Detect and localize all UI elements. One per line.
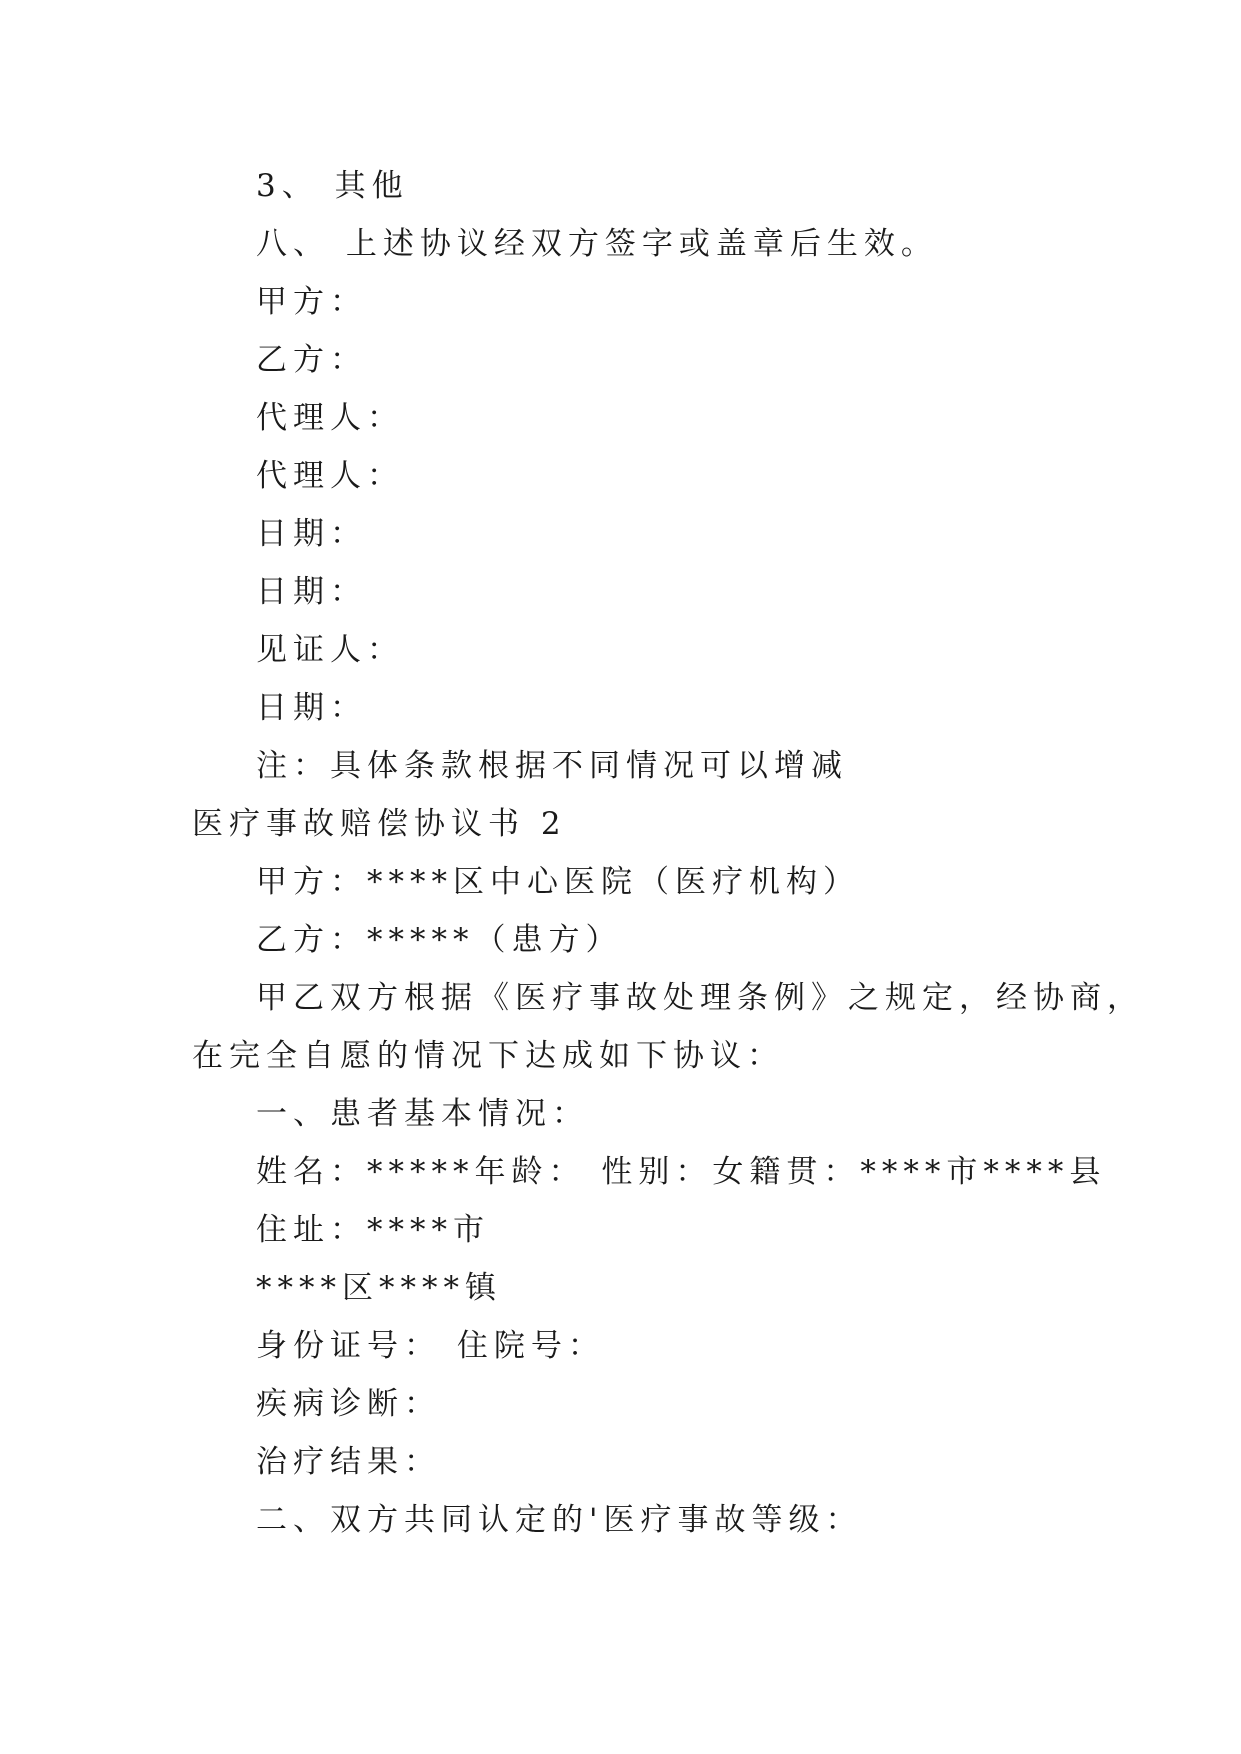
id-and-admission: 身份证号： 住院号： <box>256 1328 605 1364</box>
party-a-info: 甲方：****区中心医院（医疗机构） <box>256 864 860 900</box>
clause-1-heading: 一、患者基本情况： <box>256 1096 589 1132</box>
patient-name-age-gender: 姓名：*****年龄： 性别：女籍贯：****市****县 <box>256 1154 1107 1190</box>
date-a: 日期： <box>256 516 367 552</box>
item-3-other: 3、 其他 <box>256 168 409 204</box>
preamble-line-2: 在完全自愿的情况下达成如下协议： <box>192 1038 784 1074</box>
agent-b-signature: 代理人： <box>256 458 404 494</box>
date-b: 日期： <box>256 574 367 610</box>
party-b-info: 乙方：*****（患方） <box>256 922 623 958</box>
witness-signature: 见证人： <box>256 632 404 668</box>
note: 注：具体条款根据不同情况可以增减 <box>256 748 848 784</box>
diagnosis: 疾病诊断： <box>256 1386 441 1422</box>
patient-address-2: ****区****镇 <box>256 1270 502 1306</box>
patient-address-1: 住址：****市 <box>256 1212 490 1248</box>
clause-8-effective: 八、 上述协议经双方签字或盖章后生效。 <box>256 226 938 262</box>
witness-date: 日期： <box>256 690 367 726</box>
treatment-result: 治疗结果： <box>256 1444 441 1480</box>
party-b-signature: 乙方： <box>256 342 367 378</box>
party-a-signature: 甲方： <box>256 284 367 320</box>
agent-a-signature: 代理人： <box>256 400 404 436</box>
clause-2-heading: 二、双方共同认定的'医疗事故等级： <box>256 1502 863 1538</box>
preamble-line-1: 甲乙双方根据《医疗事故处理条例》之规定，经协商， <box>256 980 1144 1016</box>
section-title: 医疗事故赔偿协议书 2 <box>192 806 567 842</box>
